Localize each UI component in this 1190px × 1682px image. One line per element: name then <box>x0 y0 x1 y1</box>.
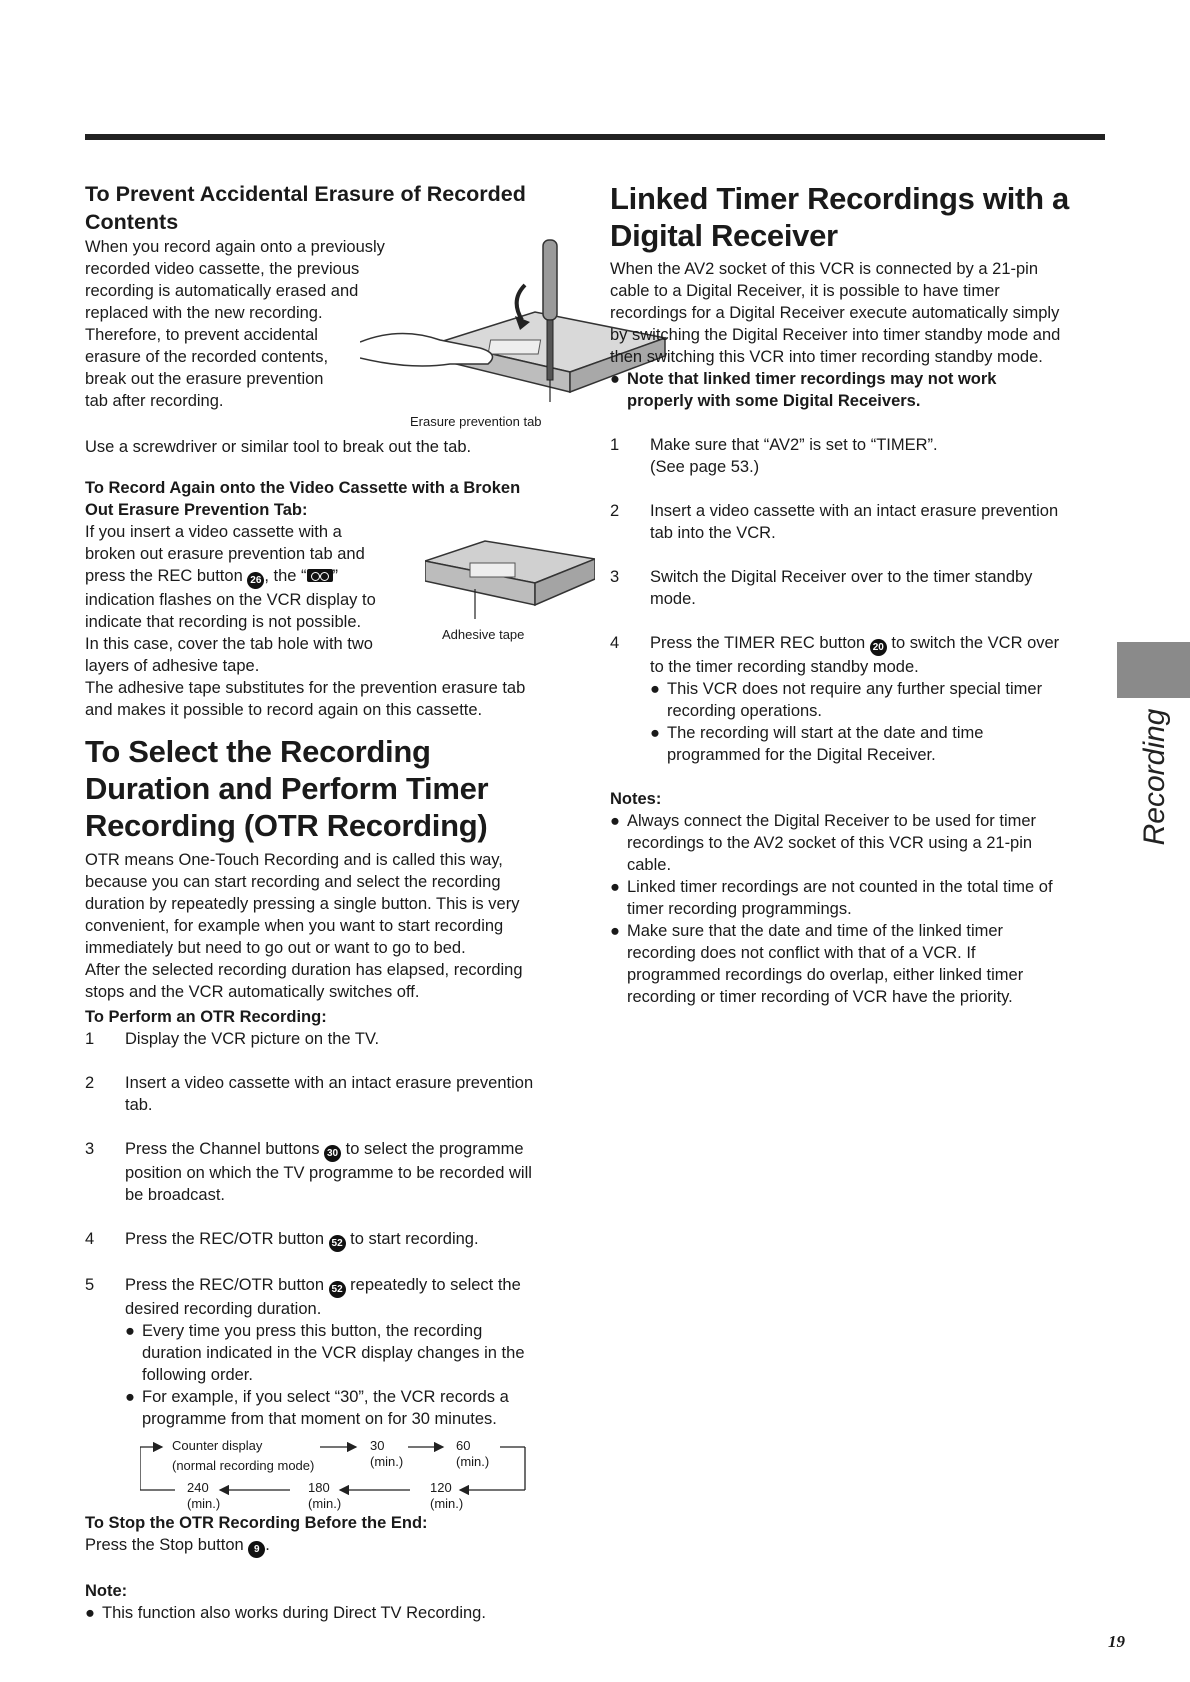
cassette-icon <box>307 569 333 582</box>
record-again-line: If you insert a video cassette with a <box>85 523 342 541</box>
intro-line: cable to a Digital Receiver, it is possible to have timer <box>610 282 1000 300</box>
cycle-value: 180 <box>308 1480 330 1495</box>
record-again-block <box>85 521 580 677</box>
linked-step-4 <box>610 632 1110 678</box>
timer-rec-button-badge: 20 <box>870 639 887 656</box>
erasure-block <box>85 236 580 436</box>
text: tab into the VCR. <box>650 524 776 542</box>
linked-step-3 <box>610 566 1110 610</box>
cycle-unit: (min.) <box>370 1454 404 1469</box>
note-bullet <box>610 920 1110 1008</box>
text: to switch the VCR over <box>886 634 1060 652</box>
intro-line: When the AV2 socket of this VCR is connected by a 21-pin <box>610 260 1039 278</box>
bullet-text <box>627 876 1053 920</box>
bullet-icon: ● <box>650 680 660 698</box>
note-heading: Note: <box>85 1582 128 1600</box>
text: timer recording programmings. <box>627 900 852 918</box>
step-text <box>125 1072 533 1116</box>
step4-bullet <box>650 678 1110 722</box>
text: recordings to the AV2 socket of this VCR using a 21-pin <box>627 834 1033 852</box>
step-number: 1 <box>85 1030 95 1048</box>
cycle-value: 240 <box>187 1480 209 1495</box>
rec-button-badge: 26 <box>247 572 264 589</box>
step-number: 4 <box>610 634 620 652</box>
text: Insert a video cassette with an intact erasure prevention <box>125 1074 534 1092</box>
linked-timer-title: Linked Timer Recordings with a <box>610 181 1069 216</box>
otr-intro-line: duration by repeatedly pressing a single button. This is very <box>85 895 520 913</box>
text: mode. <box>650 590 696 608</box>
linked-timer-title: Digital Receiver <box>610 218 838 253</box>
cycle-unit: (min.) <box>308 1496 342 1511</box>
bullet-icon: ● <box>610 370 620 388</box>
text: press the REC button <box>85 567 248 585</box>
record-again-line: broken out erasure prevention tab and <box>85 545 365 563</box>
bullet-icon: ● <box>650 724 660 742</box>
bullet-icon: ● <box>125 1322 135 1340</box>
text: Always connect the Digital Receiver to be used for timer <box>627 812 1037 830</box>
intro-line: by switching the Digital Receiver into timer standby mode and <box>610 326 1061 344</box>
channel-button-badge: 30 <box>324 1145 341 1162</box>
step-text <box>650 632 1059 678</box>
bullet-text <box>667 678 1042 722</box>
otr-intro-line: immediately but need to go out or want to go to bed. <box>85 939 466 957</box>
text: Press the TIMER REC button <box>650 634 870 652</box>
record-again-line: indicate that recording is not possible. <box>85 613 362 631</box>
step-text <box>125 1138 532 1206</box>
section-tab-marker <box>1117 642 1190 698</box>
text: recording or timer recording of VCR have the priority. <box>627 988 1013 1006</box>
step-text: Display the VCR picture on the TV. <box>125 1030 380 1048</box>
text: programmed recordings do overlap, either linked timer <box>627 966 1024 984</box>
linked-step-2 <box>610 500 1110 544</box>
bullet-icon: ● <box>85 1604 95 1622</box>
step-text <box>125 1274 521 1320</box>
erasure-heading: To Prevent Accidental Erasure of Recorded Contents <box>85 182 526 234</box>
rec-otr-button-badge: 52 <box>329 1235 346 1252</box>
text: recording does not conflict with that of a VCR. If <box>627 944 976 962</box>
left-column <box>85 180 580 1624</box>
step-number: 3 <box>85 1140 95 1158</box>
bullet-icon: ● <box>610 878 620 896</box>
text: (See page 53.) <box>650 458 760 476</box>
rec-otr-button-badge: 52 <box>329 1281 346 1298</box>
text: Insert a video cassette with an intact erasure prevention <box>650 502 1059 520</box>
step-text <box>125 1228 479 1252</box>
section-tab-label <box>1080 700 1190 850</box>
erasure-line: break out the erasure prevention <box>85 370 324 388</box>
bullet-text <box>142 1386 509 1430</box>
text: be broadcast. <box>125 1186 225 1204</box>
text: For example, if you select “30”, the VCR records a <box>142 1388 509 1406</box>
step-number: 1 <box>610 436 620 454</box>
text: Every time you press this button, the recording <box>142 1322 483 1340</box>
cycle-normal-mode: (normal recording mode) <box>172 1458 315 1473</box>
tool-note: Use a screwdriver or similar tool to break out the tab. <box>85 438 472 456</box>
linked-step-1 <box>610 434 1110 478</box>
bullet-text <box>627 920 1023 1008</box>
otr-intro-line: because you can start recording and select the recording <box>85 873 501 891</box>
erasure-line: erasure of the recorded contents, <box>85 348 329 366</box>
step-number: 2 <box>610 502 620 520</box>
otr-bullet <box>125 1320 580 1386</box>
erasure-line: recorded video cassette, the previous <box>85 260 360 278</box>
text: Make sure that “AV2” is set to “TIMER”. <box>650 436 938 454</box>
note-bullet <box>610 876 1110 920</box>
bullet-text <box>667 722 983 766</box>
bullet-icon: ● <box>610 812 620 830</box>
step-text <box>650 434 938 478</box>
step4-bullet <box>650 722 1110 766</box>
text: properly with some Digital Receivers. <box>627 392 921 410</box>
text: Switch the Digital Receiver over to the timer standby <box>650 568 1033 586</box>
warning-bullet <box>610 368 1110 412</box>
step-number: 4 <box>85 1230 95 1248</box>
erasure-line: Therefore, to prevent accidental <box>85 326 318 344</box>
otr-intro-line: convenient, for example when you want to start recording <box>85 917 504 935</box>
text: tab. <box>125 1096 153 1114</box>
record-again-line: indication flashes on the VCR display to <box>85 591 376 609</box>
record-again-line: The adhesive tape substitutes for the prevention erasure tab <box>85 679 526 697</box>
text: Press the Channel buttons <box>125 1140 325 1158</box>
section-label-text: Recording <box>1138 708 1171 846</box>
intro-line: recordings for a Digital Receiver execute automatically simply <box>610 304 1060 322</box>
otr-step-5 <box>85 1274 580 1320</box>
cycle-value: 30 <box>370 1438 385 1453</box>
text: , the “ <box>264 567 307 585</box>
stop-text <box>85 1534 580 1558</box>
text: duration indicated in the VCR display changes in the <box>142 1344 525 1362</box>
step-text <box>650 566 1032 610</box>
cycle-value: 60 <box>456 1438 471 1453</box>
cycle-unit: (min.) <box>187 1496 221 1511</box>
otr-step-3 <box>85 1138 580 1206</box>
otr-intro-line: After the selected recording duration has elapsed, recording <box>85 961 523 979</box>
step-number: 5 <box>85 1276 95 1294</box>
bullet-text <box>627 810 1036 876</box>
erasure-tab-label: Erasure prevention tab <box>410 414 542 429</box>
erasure-line: When you record again onto a previously <box>85 238 385 256</box>
record-again-line: layers of adhesive tape. <box>85 657 260 675</box>
text: This VCR does not require any further special timer <box>667 680 1043 698</box>
note-bullet <box>610 810 1110 876</box>
stop-button-badge: 9 <box>248 1541 265 1558</box>
text: repeatedly to select the <box>345 1276 521 1294</box>
text: Linked timer recordings are not counted in the total time of <box>627 878 1053 896</box>
otr-title: To Select the Recording <box>85 734 431 769</box>
stop-heading: To Stop the OTR Recording Before the End: <box>85 1514 428 1532</box>
cycle-unit: (min.) <box>456 1454 490 1469</box>
text: ” <box>332 567 339 585</box>
text: The recording will start at the date and time <box>667 724 984 742</box>
otr-step-2 <box>85 1072 580 1116</box>
cycle-unit: (min.) <box>430 1496 464 1511</box>
bullet-text <box>142 1320 525 1386</box>
text: cable. <box>627 856 672 874</box>
text: recording operations. <box>667 702 823 720</box>
cassette-adhesive-illustration <box>425 531 595 621</box>
text: desired recording duration. <box>125 1300 322 1318</box>
text: following order. <box>142 1366 253 1384</box>
bullet-icon: ● <box>125 1388 135 1406</box>
erasure-line: recording is automatically erased and <box>85 282 359 300</box>
erasure-line: tab after recording. <box>85 392 224 410</box>
record-again-heading: Out Erasure Prevention Tab: <box>85 501 308 519</box>
erasure-line: replaced with the new recording. <box>85 304 323 322</box>
otr-bullet <box>125 1386 580 1430</box>
top-rule <box>85 134 1105 140</box>
bullet-icon: ● <box>610 922 620 940</box>
text: to the timer recording standby mode. <box>650 658 919 676</box>
text: programme from that moment on for 30 minutes. <box>142 1410 497 1428</box>
step-text <box>650 500 1058 544</box>
step-number: 2 <box>85 1074 95 1092</box>
cycle-counter-display: Counter display <box>172 1438 263 1453</box>
otr-intro-line: OTR means One-Touch Recording and is called this way, <box>85 851 503 869</box>
otr-title: Recording (OTR Recording) <box>85 808 488 843</box>
text: . <box>265 1536 270 1554</box>
record-again-line: and makes it possible to record again on this cassette. <box>85 701 483 719</box>
text: to start recording. <box>345 1230 479 1248</box>
text: Press the REC/OTR button <box>125 1276 329 1294</box>
page-number: 19 <box>1108 1632 1125 1651</box>
text: programmed for the Digital Receiver. <box>667 746 936 764</box>
text: to select the programme <box>341 1140 524 1158</box>
otr-step-4 <box>85 1228 580 1252</box>
cycle-value: 120 <box>430 1480 452 1495</box>
text: position on which the TV programme to be recorded will <box>125 1164 532 1182</box>
bullet-text <box>627 368 997 412</box>
bullet-text: This function also works during Direct TV Recording. <box>102 1604 486 1622</box>
right-column <box>610 180 1110 1008</box>
record-again-line: In this case, cover the tab hole with two <box>85 635 373 653</box>
intro-line: then switching this VCR into timer recording standby mode. <box>610 348 1043 366</box>
text: Note that linked timer recordings may not work <box>627 370 997 388</box>
otr-step-1 <box>85 1028 580 1050</box>
step-number: 3 <box>610 568 620 586</box>
notes-heading: Notes: <box>610 790 662 808</box>
note-bullet <box>85 1602 580 1624</box>
text: Press the REC/OTR button <box>125 1230 329 1248</box>
adhesive-tape-label: Adhesive tape <box>442 627 525 642</box>
text: Make sure that the date and time of the linked timer <box>627 922 1004 940</box>
otr-perform-heading: To Perform an OTR Recording: <box>85 1008 327 1026</box>
otr-title: Duration and Perform Timer <box>85 771 489 806</box>
text: Press the Stop button <box>85 1536 249 1554</box>
otr-intro-line: stops and the VCR automatically switches off. <box>85 983 420 1001</box>
duration-cycle-diagram <box>85 1430 580 1512</box>
record-again-heading: To Record Again onto the Video Cassette with a Broken <box>85 479 521 497</box>
